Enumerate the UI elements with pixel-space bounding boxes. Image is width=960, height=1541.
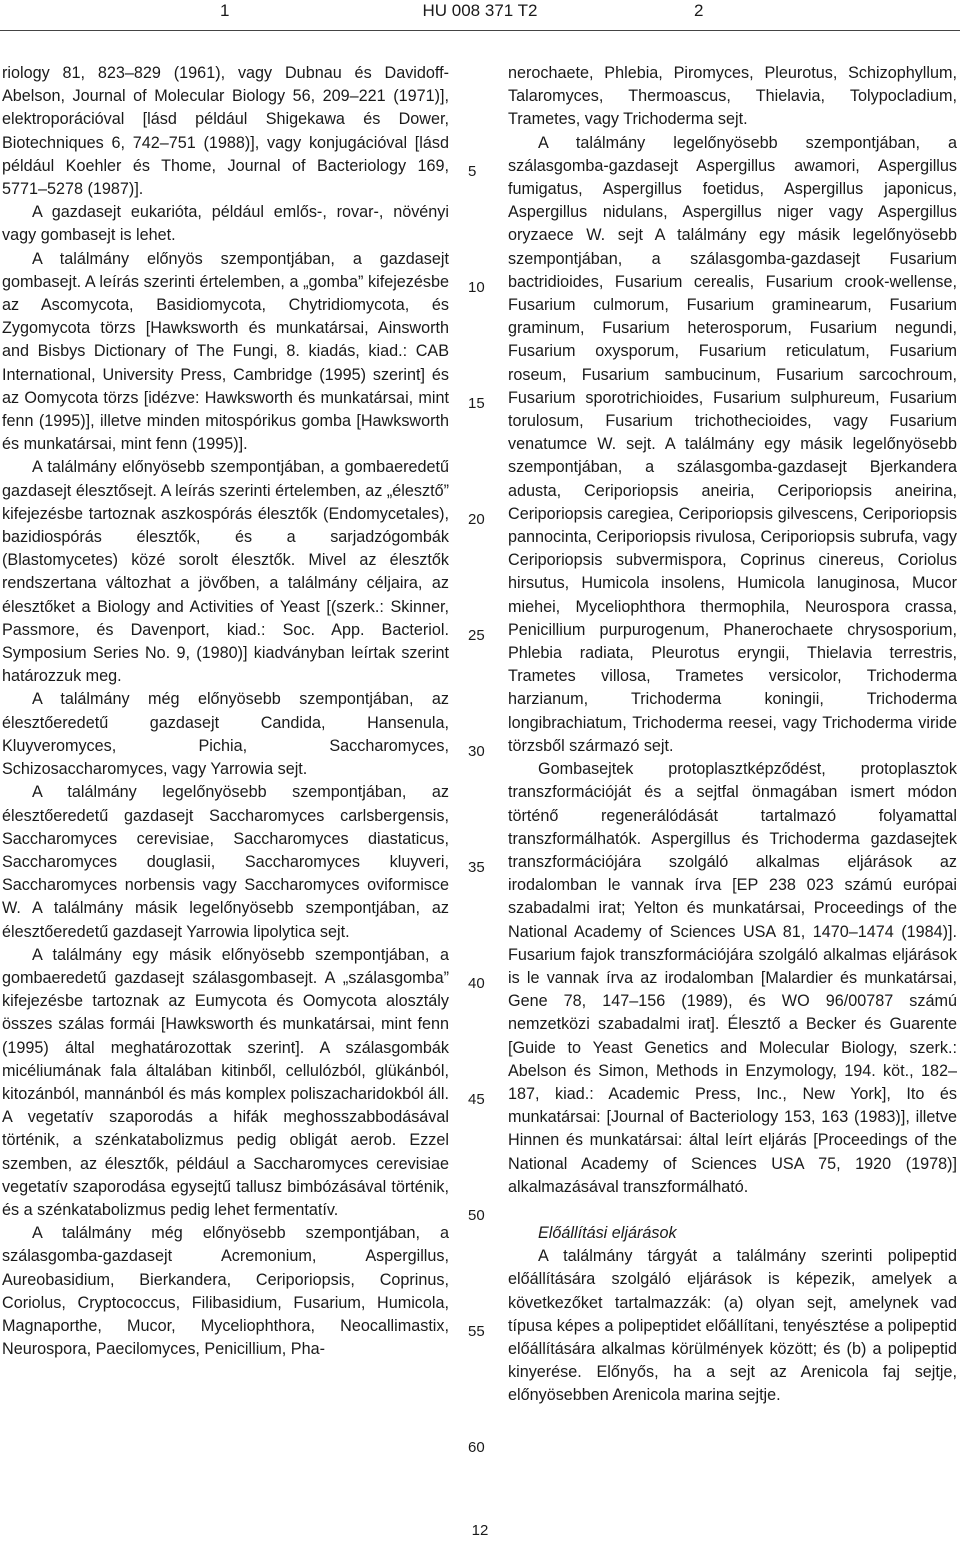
- line-number: 15: [468, 395, 485, 412]
- paragraph: A találmány előnyösebb szempontjában, a gombaeredetű gazdasejt élesztősejt. A leírás szerinti értelemben, az „élesztő” kifejezésbe tartoznak aszkospórás élesztők (Endomycetales), bazidiospórás élesztők, és a sarjadzógombák (Blastomycetes) közé sorolt élesztők. Mivel az élesztők rendszertana változhat a jövőben, a találmány céljaira, az élesztőket a Biology and Activities of Yeast [(szerk.: Skinner, Passmore, és Davenport, kiad.: Soc. App. Bacteriol. Symposium Series No. 9, (1980)] kiadványban leírtak szerint határozzuk meg.: [2, 458, 449, 686]
- paragraph: Gombasejtek protoplasztképződést, protoplasztok transzformációját és a sejtfal önmagában ismert módon történő regenerálódását tartalmazó folyamattal transzformálhatók. Aspergillus és Trichoderma gazdasejtek transzformációjára szolgáló alkalmas eljárások az irodalomban le vannak írva [EP 238 023 számú európai szabadalmi irat; Yelton és munkatársai, Proceedings of the National Academy of Sciences USA 81, 1470–1474 (1984)]. Fusarium fajok transzformációjára szolgáló alkalmas eljárások is le vannak írva az irodalomban [Malardier és munkatársai, Gene 78, 147–156 (1989), és WO 96/00787 számú nemzetközi szabadalmi irat]. Élesztő a Becker és Guarente [Guide to Yeast Genetics and Molecular Biology, szerk.: Abelson és Simon, Methods in Enzymology, 194. köt., 182–187, kiad.: Academic Press, Inc., New York], Ito és munkatársai: [Journal of Bacteriology 153, 163 (1983)], illetve Hinnen és munkatársai: által leírt eljárás [Proceedings of the National Academy of Sciences USA 75, 1920 (1978)] alkalmazásával transzformálható.: [508, 760, 957, 1196]
- paragraph: A találmány legelőnyösebb szempontjában, a szálasgomba-gazdasejt Aspergillus awamori, Aspergillus fumigatus, Aspergillus foetidus, Aspergillus japonicus, Aspergillus nidulans, Aspergillus niger vagy Aspergillus oryzaece W. sejt A találmány egy másik legelőnyösebb szempontjában, a szálasgomba-gazdasejt Fusarium bactridioides, Fusarium cerealis, Fusarium crook-wellense, Fusarium culmorum, Fusarium graminearum, Fusarium graminum, Fusarium heterosporum, Fusarium negundi, Fusarium oxysporum, Fusarium reticulatum, Fusarium roseum, Fusarium sambucinum, Fusarium sarcochroum, Fusarium sporotrichioides, Fusarium sulphureum, Fusarium torulosum, Fusarium trichothecioides, vagy Fusarium venatumce W. sejt. A találmány egy másik legelőnyösebb szempontjában, a szálasgomba-gazdasejt Bjerkandera adusta, Ceriporiopsis aneiria, Ceriporiopsis aneirina, Ceriporiopsis caregiea, Ceriporiopsis gilvescens, Ceriporiopsis pannocinta, Ceriporiopsis rivulosa, Ceriporiopsis subrufa, vagy Ceriporiopsis subvermispora, Coprinus cinereus, Coriolus hirsutus, Humicola insolens, Humicola lanuginosa, Mucor miehei, Myceliophthora thermophila, Neurospora crassa, Penicillium purpurogenum, Phanerochaete chrysosporium, Phlebia radiata, Pleurotus eryngii, Thielavia terrestris, Trametes villosa, Trametes versicolor, Trichoderma harzianum, Trichoderma koningii, Trichoderma longibrachiatum, Trichoderma reesei, vagy Trichoderma viride törzsből származó sejt.: [508, 133, 957, 755]
- page-number-left: 1: [220, 1, 230, 20]
- line-number: 45: [468, 1091, 485, 1108]
- document-id: HU 008 371 T2: [422, 1, 538, 20]
- header-rule: [0, 30, 960, 31]
- line-number: 25: [468, 627, 485, 644]
- line-number: 30: [468, 743, 485, 760]
- paragraph: A találmány tárgyát a találmány szerinti polipeptid előállítására szolgáló eljárások is képezik, amelyek a következőket tartalmazzák: (a) olyan sejt, amelynek vad típusa képes a polipeptidet előállítani, tenyésztése a polipeptid előállítására alkalmas körülmények között; és (b) a polipeptid kinyerése. Előnyős, ha a sejt az Arenicola faj sejtje, előnyösebben Arenicola marina sejtje.: [508, 1247, 957, 1405]
- line-number: 60: [468, 1439, 485, 1456]
- line-number: 50: [468, 1207, 485, 1224]
- line-number: 20: [468, 511, 485, 528]
- paragraph: riology 81, 823–829 (1961), vagy Dubnau és Davidoff-Abelson, Journal of Molecular Biology 56, 209–221 (1971)], elektroporációval [lásd például Shigekawa és Dower, Biotechniques 6, 742–751 (1988)], vagy konjugációval [lásd például Koehler és Thome, Journal of Bacteriology 169, 5771–5278 (1987)].: [2, 64, 449, 199]
- paragraph: A találmány még előnyösebb szempontjában, a szálasgomba-gazdasejt Acremonium, Aspergillus, Aureobasidium, Bierkandera, Ceriporiopsis, Coprinus, Coriolus, Cryptococcus, Filibasidium, Fusarium, Humicola, Magnaporthe, Mucor, Myceliophthora, Neocallimastix, Neurospora, Paecilomyces, Penicillium, Pha-: [2, 1224, 449, 1359]
- paragraph: nerochaete, Phlebia, Piromyces, Pleurotus, Schizophyllum, Talaromyces, Thermoascus, Thielavia, Tolypocladium, Trametes, vagy Trichoderma sejt.: [508, 64, 957, 129]
- paragraph: A találmány előnyös szempontjában, a gazdasejt gombasejt. A leírás szerinti értelemben, a „gomba” kifejezésbe az Ascomycota, Basidiomycota, Chytridiomycota, és Zygomycota törzs [Hawksworth és munkatársai, Ainsworth and Bisbys Dictionary of The Fungi, 8. kiadás, kiad.: CAB International, University Press, Cambridge (1995) szerint] és az Oomycota törzs [idézve: Hawksworth és munkatársai, mint fenn (1995)], illetve minden mitospórikus gomba [Hawksworth és munkatársai, mint fenn (1995)].: [2, 249, 449, 454]
- paragraph: A találmány egy másik előnyösebb szempontjában, a gombaeredetű gazdasejt szálasgombasejt. A „szálasgomba” kifejezésbe tartoznak az Eumycota és Oomycota alosztály összes szálas formái [Hawksworth és munkatársai, mint fenn (1995) által meghatározottak szerint]. A szálasgombák micéliumának fala általában kitinből, cellulózból, glükánból, kitozánból, mannánból és más komplex poliszacharidokból áll. A vegetatív szaporodás a hifák meghosszabbodásával történik, a szénkatabolizmus pedig obligát aerob. Ezzel szemben, az élesztők, például a Saccharomyces cerevisiae vegetatív szaporodása egysejtű tallusz bimbózásával történik, és a szénkatabolizmus pedig lehet fermentatív.: [2, 945, 449, 1219]
- page-number-footer: 12: [471, 1522, 489, 1539]
- right-column: [508, 62, 957, 1408]
- line-number: 55: [468, 1323, 485, 1340]
- paragraph: A találmány még előnyösebb szempontjában, az élesztőeredetű gazdasejt Candida, Hansenula, Kluyveromyces, Pichia, Saccharomyces, Schizosaccharomyces, vagy Yarrowia sejt.: [2, 690, 449, 779]
- line-number: 35: [468, 859, 485, 876]
- section-heading: Előállítási eljárások: [538, 1223, 677, 1242]
- left-column: [2, 62, 449, 1361]
- line-number: 40: [468, 975, 485, 992]
- paragraph: A gazdasejt eukarióta, például emlős-, rovar-, növényi vagy gombasejt is lehet.: [2, 203, 449, 245]
- line-number: 5: [468, 163, 477, 180]
- paragraph: A találmány legelőnyösebb szempontjában, az élesztőeredetű gazdasejt Saccharomyces carlsbergensis, Saccharomyces cerevisiae, Saccharomyces diastaticus, Saccharomyces douglasii, Saccharomyces kluyveri, Saccharomyces norbensis vagy Saccharomyces oviformisce W. A találmány másik legelőnyösebb szempontjában, az élesztőeredetű gazdasejt Yarrowia lipolytica sejt.: [2, 783, 449, 941]
- line-number: 10: [468, 279, 485, 296]
- page-number-right: 2: [694, 1, 704, 20]
